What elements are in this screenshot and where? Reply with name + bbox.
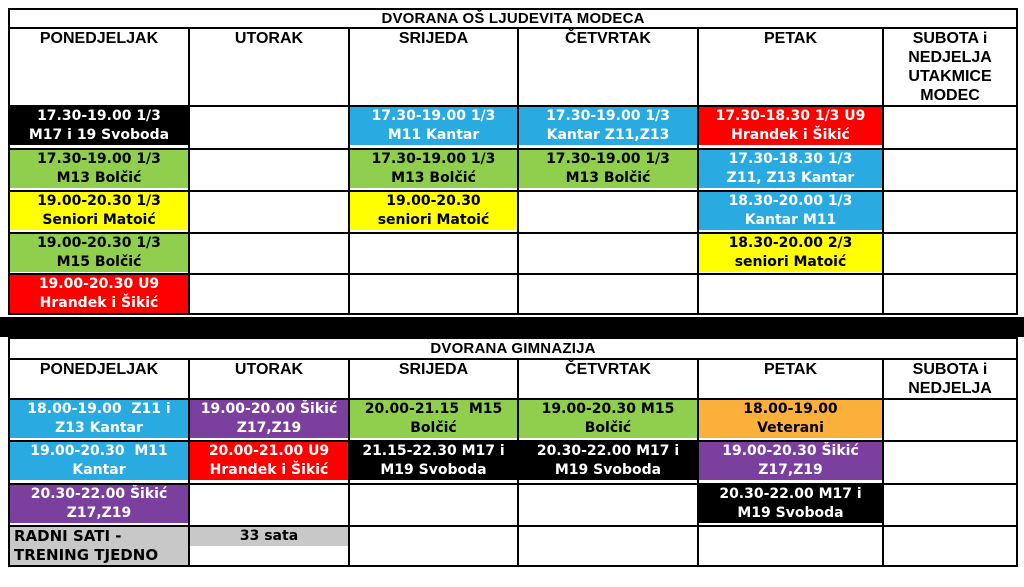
schedule-cell-content (10, 400, 188, 438)
schedule-cell-line: Hrandek i Šikić (39, 295, 159, 311)
schedule-cell-line: 20.30-22.00 Šikić (30, 486, 168, 502)
schedule-cell-content (10, 234, 188, 272)
schedule-cell-line: 17.30-19.00 1/3 (546, 151, 670, 167)
column-header-line: SRIJEDA (398, 30, 469, 47)
schedule-cell-empty (349, 274, 518, 314)
schedule-cell-empty (189, 274, 349, 314)
column-header-line: UTORAK (234, 361, 304, 378)
schedule-cell (9, 106, 189, 149)
schedule-cell-empty (883, 484, 1017, 526)
schedule-cell-empty (883, 149, 1017, 191)
column-header-line: MODEC (920, 87, 980, 104)
schedule-cell-line: 17.30-18.30 1/3 (728, 151, 853, 167)
schedule-cell-content (10, 150, 188, 188)
table-title: DVORANA GIMNAZIJA (9, 338, 1017, 359)
schedule-cell-line: 17.30-19.00 1/3 (37, 151, 161, 167)
schedule-cell-empty (883, 526, 1017, 566)
schedule-cell-line: 18.30-20.00 1/3 (728, 193, 853, 209)
schedule-cell-line: 21.15-22.30 M17 i (362, 443, 505, 459)
schedule-table-gimnazija (8, 337, 1018, 567)
schedule-cell-line: M13 Bolčić (56, 170, 142, 186)
column-header-line: ČETVRTAK (565, 361, 651, 378)
schedule-cell (189, 399, 349, 441)
schedule-cell-empty (883, 233, 1017, 274)
column-header-subota-i (883, 359, 1017, 399)
schedule-cell-line: M17 i 19 Svoboda (28, 127, 170, 143)
schedule-cell-line: M13 Bolčić (391, 170, 476, 186)
schedule-cell (189, 441, 349, 484)
schedule-cell-line: 17.30-18.30 1/3 U9 (715, 108, 866, 124)
schedule-cell (698, 441, 883, 484)
column-header-cetvrtak (518, 28, 698, 106)
schedule-cell-line: Veterani (757, 420, 824, 436)
schedule-cell-content (699, 485, 882, 523)
schedule-cell (349, 191, 518, 233)
schedule-cell-line: 20.30-22.00 M17 i (719, 486, 862, 502)
schedule-cell-line: Hrandek i Šikić (731, 127, 850, 143)
schedule-cell (518, 441, 698, 484)
schedule-cell-line: 18.00-19.00 (743, 401, 838, 417)
schedule-cell-line: Z17,Z19 (758, 462, 823, 478)
schedule-cell-content (699, 150, 882, 188)
schedule-cell-line: 19.00-20.30 1/3 (37, 193, 161, 209)
schedule-cell-line: Bolčić (410, 420, 457, 436)
schedule-row (9, 106, 1017, 149)
schedule-cell-content (10, 192, 188, 230)
schedule-cell-content (699, 442, 882, 480)
schedule-cell (349, 149, 518, 191)
schedule-cell-line: Z17,Z19 (236, 420, 302, 436)
schedule-cell (349, 441, 518, 484)
column-header-line: NEDJELJA (908, 49, 992, 66)
column-header-line: SUBOTA i (912, 30, 988, 47)
schedule-cell-empty (518, 191, 698, 233)
schedule-cell-empty (883, 191, 1017, 233)
schedule-cell-empty (349, 484, 518, 526)
schedule-cell-line: Seniori Matoić (42, 212, 156, 228)
column-header-petak (698, 359, 883, 399)
schedule-cell-line: M15 Bolčić (56, 254, 142, 270)
schedule-cell-empty (883, 399, 1017, 441)
schedule-cell-line: Kantar M11 (744, 212, 837, 228)
schedule-cell-empty (518, 274, 698, 314)
schedule-cell-line: 20.30-22.00 M17 i (536, 443, 680, 459)
schedule-cell (9, 191, 189, 233)
schedule-cell-empty (518, 484, 698, 526)
schedule-cell-line: M19 Svoboda (380, 462, 487, 478)
schedule-cell (518, 399, 698, 441)
schedule-cell-line: 19.00-20.30 U9 (38, 276, 160, 292)
schedule-cell-empty (189, 149, 349, 191)
schedule-cell-line: M19 Svoboda (554, 462, 662, 478)
schedule-cell-empty (518, 526, 698, 566)
schedule-cell (9, 233, 189, 274)
schedule-cell-content (190, 527, 348, 546)
schedule-cell-content (10, 442, 188, 480)
column-header-line: PETAK (763, 361, 818, 378)
schedule-cell-content (519, 150, 697, 188)
table-title: DVORANA OŠ LJUDEVITA MODECA (9, 9, 1017, 28)
schedule-cell-content (699, 192, 882, 230)
schedule-cell-line: 19.00-20.00 Šikić (200, 401, 338, 417)
column-header-subota-i (883, 28, 1017, 106)
schedule-cell-line: 20.00-21.15 M15 (364, 401, 503, 417)
schedule-cell-line: 17.30-19.00 1/3 (546, 108, 670, 124)
schedule-cell-line: Kantar Z11,Z13 (546, 127, 670, 143)
schedule-cell (349, 399, 518, 441)
schedule-cell-content (519, 400, 697, 438)
schedule-row (9, 399, 1017, 441)
schedule-cell-content (519, 107, 697, 145)
schedule-cell (9, 526, 189, 566)
schedule-cell-empty (349, 233, 518, 274)
schedule-cell (9, 399, 189, 441)
schedule-cell-line: Z11, Z13 Kantar (726, 170, 855, 186)
schedule-cell-line: Bolčić (584, 420, 632, 436)
schedule-cell-line: 19.00-20.30 M15 (541, 401, 675, 417)
schedule-cell-content (10, 527, 188, 565)
schedule-cell-empty (189, 233, 349, 274)
column-header-line: PONEDJELJAK (39, 30, 159, 47)
schedule-cell-line: M19 Svoboda (737, 505, 844, 521)
schedule-cell (9, 441, 189, 484)
column-header-ponedjeljak (9, 28, 189, 106)
schedule-cell-line: RADNI SATI - (14, 527, 122, 545)
schedule-cell-line: 20.00-21.00 U9 (208, 443, 330, 459)
schedule-cell (698, 191, 883, 233)
schedule-cell-empty (349, 526, 518, 566)
schedule-cell-line: 19.00-20.30 M11 (30, 443, 168, 459)
column-header-utorak (189, 359, 349, 399)
schedule-row (9, 484, 1017, 526)
schedule-cell-content (699, 234, 882, 272)
column-header-line: ČETVRTAK (565, 30, 651, 47)
schedule-cell-empty (698, 274, 883, 314)
schedule-cell-empty (189, 191, 349, 233)
separator-band (0, 317, 1024, 337)
hall-gimnazija-section (8, 337, 1016, 567)
schedule-cell-empty (518, 233, 698, 274)
schedule-cell-empty (883, 274, 1017, 314)
schedule-cell-line: 17.30-19.00 1/3 (37, 108, 161, 124)
schedule-cell-line: M11 Kantar (387, 127, 480, 143)
schedule-cell-line: Hrandek i Šikić (209, 462, 329, 478)
column-header-line: UTAKMICE (908, 68, 992, 85)
schedule-table-modec (8, 8, 1018, 315)
schedule-cell-line: M13 Bolčić (565, 170, 651, 186)
schedule-cell-content (519, 442, 697, 480)
schedule-cell-content (190, 442, 348, 480)
schedule-cell-line: 18.00-19.00 Z11 i (27, 401, 171, 417)
schedule-row (9, 526, 1017, 566)
schedule-cell-line: Z17,Z19 (66, 505, 132, 521)
column-header-cetvrtak (518, 359, 698, 399)
schedule-cell-content (699, 400, 882, 438)
schedule-cell (518, 106, 698, 149)
schedule-cell-content (10, 275, 188, 313)
schedule-cell (9, 149, 189, 191)
schedule-cell-content (350, 107, 517, 145)
schedule-cell-content (350, 150, 517, 188)
column-header-petak (698, 28, 883, 106)
schedule-cell (9, 484, 189, 526)
schedule-cell-line: Z13 Kantar (55, 420, 143, 436)
schedule-row (9, 149, 1017, 191)
schedule-cell-content (350, 400, 517, 438)
schedule-cell-line: TRENING TJEDNO (14, 546, 159, 564)
schedule-cell-line: 17.30-19.00 1/3 (371, 108, 496, 124)
hall-modec-section (8, 0, 1016, 315)
column-header-line: NEDJELJA (908, 380, 992, 397)
column-header-srijeda (349, 359, 518, 399)
schedule-row (9, 441, 1017, 484)
schedule-cell-content (10, 485, 188, 523)
schedule-cell-line: 19.00-20.30 Šikić (722, 443, 859, 459)
schedule-row (9, 191, 1017, 233)
schedule-cell-empty (883, 106, 1017, 149)
schedule-cell-empty (883, 441, 1017, 484)
schedule-cell-content (10, 107, 188, 145)
schedule-cell-empty (189, 484, 349, 526)
schedule-cell-line: 33 sata (239, 528, 299, 544)
schedule-cell (698, 149, 883, 191)
schedule-cell (9, 274, 189, 314)
schedule-cell-content (350, 442, 517, 480)
schedule-cell-line: 18.30-20.00 2/3 (728, 235, 853, 251)
column-header-srijeda (349, 28, 518, 106)
schedule-cell (698, 399, 883, 441)
schedule-row (9, 274, 1017, 314)
schedule-cell-line: Kantar (72, 462, 126, 478)
schedule-cell (698, 484, 883, 526)
schedule-cell-line: 19.00-20.30 (386, 193, 481, 209)
column-header-line: PONEDJELJAK (39, 361, 159, 378)
schedule-cell (349, 106, 518, 149)
column-header-line: SUBOTA i (912, 361, 988, 378)
schedule-cell-line: seniori Matoić (734, 254, 847, 270)
column-header-line: UTORAK (234, 30, 304, 47)
schedule-cell-empty (698, 526, 883, 566)
schedule-cell (698, 233, 883, 274)
schedule-cell-content (190, 400, 348, 438)
schedule-cell-line: 19.00-20.30 1/3 (37, 235, 161, 251)
schedule-cell-empty (189, 106, 349, 149)
column-header-line: SRIJEDA (398, 361, 469, 378)
schedule-row (9, 233, 1017, 274)
column-header-utorak (189, 28, 349, 106)
schedule-cell (189, 526, 349, 566)
schedule-cell (518, 149, 698, 191)
schedule-cell-content (350, 192, 517, 230)
schedule-cell-content (699, 107, 882, 145)
schedule-cell-line: seniori Matoić (377, 212, 490, 228)
column-header-ponedjeljak (9, 359, 189, 399)
schedule-cell (698, 106, 883, 149)
schedule-cell-line: 17.30-19.00 1/3 (371, 151, 496, 167)
column-header-line: PETAK (763, 30, 818, 47)
